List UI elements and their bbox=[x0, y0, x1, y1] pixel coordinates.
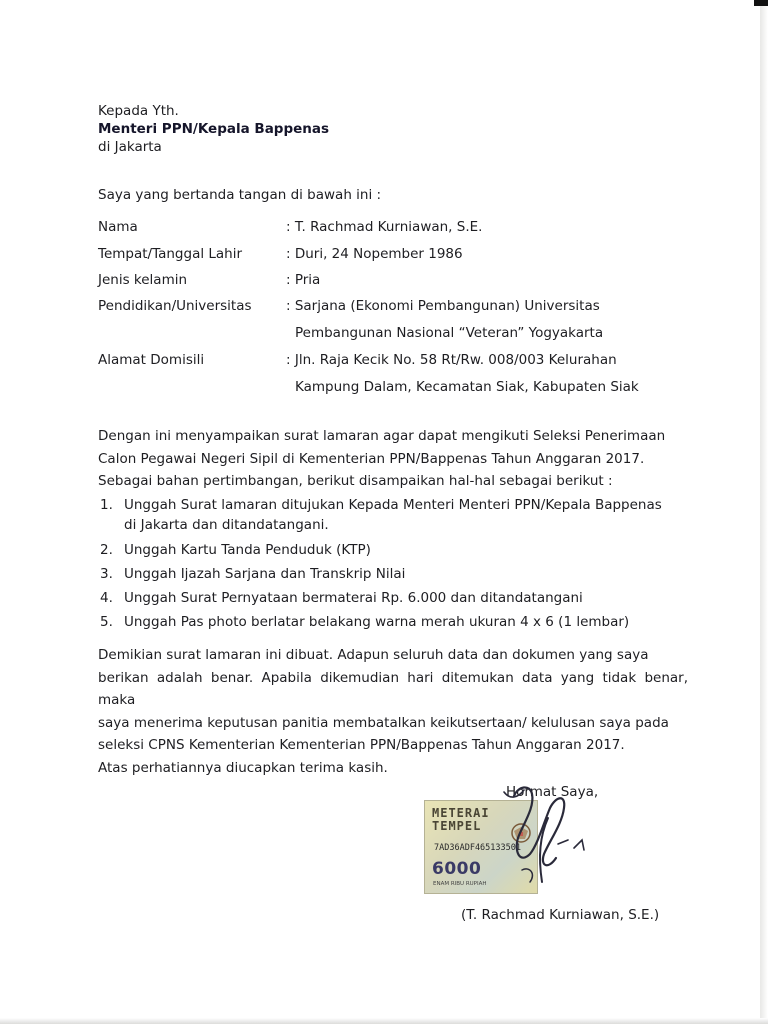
list-item-number: 4. bbox=[100, 590, 113, 606]
list-item-number: 5. bbox=[100, 614, 113, 630]
addressee-greeting: Kepada Yth. bbox=[98, 103, 179, 119]
page-edge-right bbox=[760, 0, 768, 1024]
stamp-title: METERAI bbox=[432, 806, 490, 820]
field-label-nama: Nama bbox=[98, 219, 138, 235]
paragraph-application-line: Calon Pegawai Negeri Sipil di Kementerian PPN/Bappenas Tahun Anggaran 2017. bbox=[98, 450, 645, 467]
field-value-pendidikan-2: Pembangunan Nasional “Veteran” Yogyakarta bbox=[295, 325, 604, 341]
list-item-number: 3. bbox=[100, 566, 113, 582]
field-value-jenis-kelamin: : Pria bbox=[286, 272, 321, 288]
list-item-text: Unggah Surat Pernyataan bermaterai Rp. 6.000 dan ditandatangani bbox=[124, 590, 583, 606]
paragraph-application bbox=[98, 425, 688, 493]
field-value-alamat-2: Kampung Dalam, Kecamatan Siak, Kabupaten Siak bbox=[295, 379, 639, 395]
list-item-number: 1. bbox=[100, 497, 113, 513]
stamp-value: 6000 bbox=[432, 859, 482, 879]
field-value-alamat-1: : Jln. Raja Kecik No. 58 Rt/Rw. 008/003 Kelurahan bbox=[286, 352, 617, 368]
paragraph-application-line: Dengan ini menyampaikan surat lamaran agar dapat mengikuti Seleksi Penerimaan bbox=[98, 428, 666, 444]
stamp-subtitle: TEMPEL bbox=[432, 819, 482, 833]
field-value-nama: : T. Rachmad Kurniawan, S.E. bbox=[286, 219, 483, 235]
list-item bbox=[100, 612, 690, 634]
field-value-pendidikan-1: : Sarjana (Ekonomi Pembangunan) Universitas bbox=[286, 298, 600, 314]
addressee-title: Menteri PPN/Kepala Bappenas bbox=[98, 121, 330, 137]
paragraph-closing-line: berikan adalah benar. Apabila dikemudian hari ditemukan data yang tidak benar, maka bbox=[98, 669, 688, 708]
paragraph-closing-line: saya menerima keputusan panitia membatalkan keikutsertaan/ kelulusan saya pada bbox=[98, 714, 669, 731]
list-item bbox=[100, 564, 690, 586]
list-item-text: di Jakarta dan ditandatangani. bbox=[124, 517, 329, 533]
field-label-ttl: Tempat/Tanggal Lahir bbox=[98, 246, 243, 262]
paragraph-closing-line: Atas perhatiannya diucapkan terima kasih. bbox=[98, 759, 388, 776]
paragraph-closing-line: seleksi CPNS Kementerian Kementerian PPN/Bappenas Tahun Anggaran 2017. bbox=[98, 737, 625, 753]
field-label-jenis-kelamin: Jenis kelamin bbox=[98, 272, 188, 288]
requirements-list bbox=[100, 495, 690, 634]
list-item bbox=[100, 495, 690, 535]
list-item bbox=[100, 540, 690, 562]
paragraph-application-line: Sebagai bahan pertimbangan, berikut disampaikan hal-hal sebagai berikut : bbox=[98, 473, 613, 489]
field-label-alamat: Alamat Domisili bbox=[98, 352, 205, 368]
addressee-location: di Jakarta bbox=[98, 139, 162, 155]
paragraph-closing bbox=[98, 644, 688, 779]
list-item-text: Unggah Pas photo berlatar belakang warna merah ukuran 4 x 6 (1 lembar) bbox=[124, 614, 630, 630]
field-value-ttl: : Duri, 24 Nopember 1986 bbox=[286, 246, 463, 262]
list-item-text: Unggah Kartu Tanda Penduduk (KTP) bbox=[124, 542, 371, 558]
field-label-pendidikan: Pendidikan/Universitas bbox=[98, 298, 252, 314]
scan-corner-mark bbox=[754, 0, 768, 6]
paragraph-closing-line: Demikian surat lamaran ini dibuat. Adapun seluruh data dan dokumen yang saya bbox=[98, 647, 649, 663]
list-item-number: 2. bbox=[100, 542, 113, 558]
stamp-serial: 7AD36ADF465133501 bbox=[434, 843, 521, 853]
stamp-value-words: ENAM RIBU RUPIAH bbox=[433, 881, 487, 887]
addressee-block bbox=[98, 102, 329, 156]
list-item bbox=[100, 588, 690, 610]
closing-salutation: Hormat Saya, bbox=[506, 784, 599, 800]
intro-statement: Saya yang bertanda tangan di bawah ini : bbox=[98, 187, 382, 203]
signer-name: (T. Rachmad Kurniawan, S.E.) bbox=[461, 907, 660, 923]
list-item-text: Unggah Ijazah Sarjana dan Transkrip Nilai bbox=[124, 566, 406, 582]
page-edge-bottom bbox=[0, 1018, 768, 1024]
handwritten-signature bbox=[440, 778, 620, 903]
list-item-text: Unggah Surat lamaran ditujukan Kepada Menteri Menteri PPN/Kepala Bappenas bbox=[124, 497, 662, 513]
